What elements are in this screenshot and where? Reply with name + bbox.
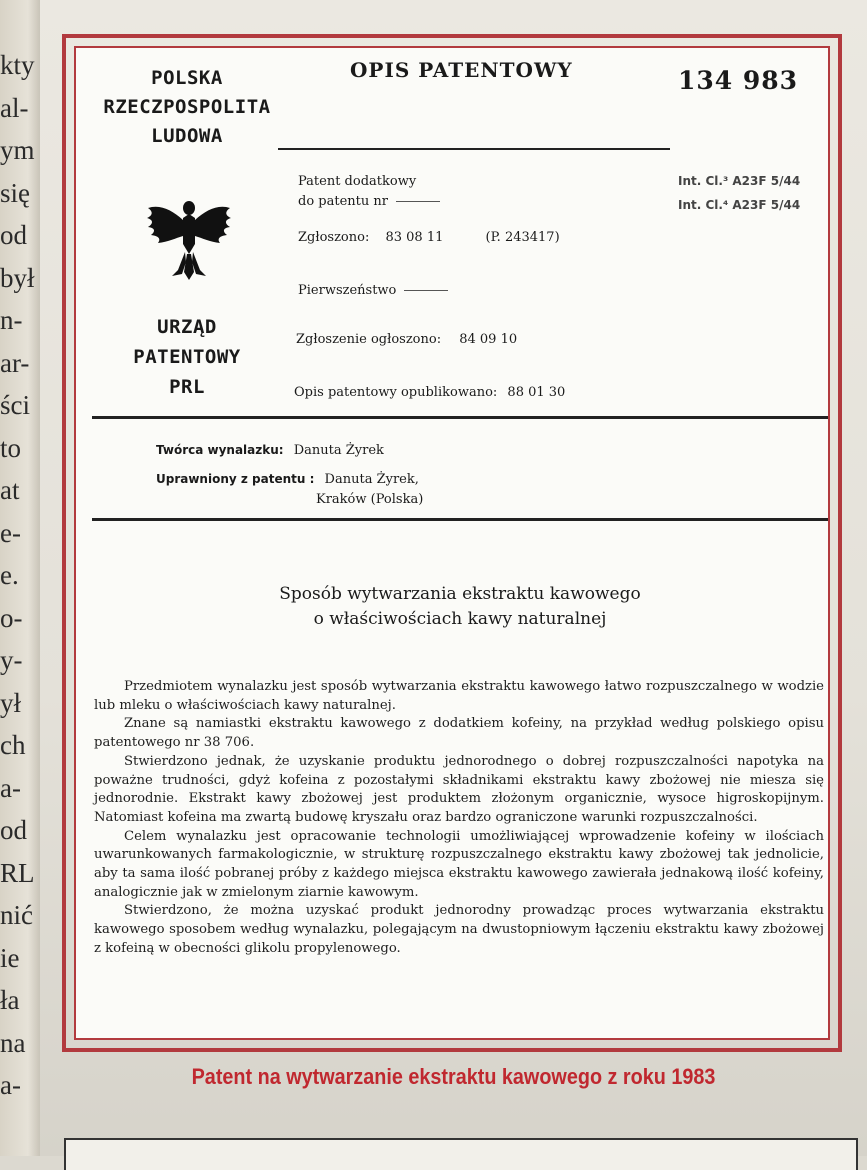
paragraph: Celem wynalazku jest opracowanie technologii umożliwiającej wprowadzenie kofeiny w ilościach uwarunkowanych farmakologicznie, w strukturę rozpuszczalnego ekstraktu kawy zbożowej tak jednolicie, aby ta sama ilość pobranej próby z każdego miejsca ekstraktu kawowego zawierała jednakową ilość kofeiny, analogicznie jak w zmielonym ziarnie kawowym. (94, 828, 824, 900)
office-line: PRL (169, 376, 205, 398)
left-page-text-fragment: ar- (0, 347, 30, 378)
left-page-text-fragment: n- (0, 305, 23, 335)
holder-location: Kraków (Polska) (316, 492, 424, 507)
left-page-text-fragment: kty (0, 50, 35, 80)
paragraph: Znane są namiastki ekstraktu kawowego z dodatkiem kofeiny, na przykład według polskiego opisu patentowego nr 38 706. (94, 716, 824, 751)
left-page-text-fragment: a- (0, 1070, 21, 1100)
left-page-text-fragment: ch (0, 730, 26, 760)
empty-value-dash (404, 290, 448, 291)
published-label: Opis patentowy opublikowano: (294, 385, 498, 400)
office-line: PATENTOWY (133, 346, 241, 368)
document-type-title: OPIS PATENTOWY (350, 58, 573, 82)
left-page-text-fragment: się (0, 177, 30, 208)
invention-title-line: o właściwościach kawy naturalnej (313, 609, 607, 629)
left-page-text-fragment: nić (0, 900, 33, 930)
additional-patent-row (298, 194, 440, 209)
patent-office-name (92, 312, 282, 402)
holder-value: Danuta Żyrek, (324, 472, 419, 487)
patent-number: 134 983 (678, 66, 799, 95)
section-rule (92, 416, 828, 419)
figure-caption: Patent na wytwarzanie ekstraktu kawowego z roku 1983 (191, 1064, 716, 1089)
left-page-text-fragment: at (0, 475, 20, 505)
eagle-emblem-icon (144, 196, 234, 282)
invention-title-line: Sposób wytwarzania ekstraktu kawowego (279, 584, 641, 604)
title-underline (278, 148, 670, 150)
left-page-text-fragment: od (0, 815, 27, 845)
paragraph: Stwierdzono jednak, że uzyskanie produktu jednorodnego o dobrej rozpuszczalności napotyka na poważne trudności, gdyż kofeina z pozostałymi składnikami ekstraktu kawy zbożowej nie miesza się jednorodnie. Ekstrakt kawy zbożowej jest produktem złożonym organicznie, wysoce higroskopijnym. Natomiast kofeina ma zwartą budowę kryszału oraz bardzo ograniczone warunki rozpuszczalności. (94, 753, 824, 825)
left-page-text-fragment: ył (0, 687, 22, 718)
filed-value: 83 08 11 (385, 230, 444, 245)
empty-value-dash (396, 201, 440, 202)
additional-patent-label: Patent dodatkowy (298, 174, 417, 189)
inventor-label: Twórca wynalazku: (156, 443, 284, 457)
left-page-text-fragment: ym (0, 135, 35, 165)
additional-patent-label-2: do patentu nr (298, 194, 388, 209)
paragraph: Stwierdzono, że można uzyskać produkt jednorodny prowadząc proces wytwarzania ekstraktu kawowego sposobem według wynalazku, polegającym na dwustopniowym łączeniu ekstraktu kawy zbożowej z kofeiną w obecności glikolu propylenowego. (94, 903, 824, 956)
left-page-text-fragment: ie (0, 942, 20, 973)
inventor-row (156, 443, 384, 458)
published-row (294, 385, 565, 400)
left-page-text-fragment: e. (0, 560, 19, 590)
left-page-text-fragment: a- (0, 772, 21, 803)
left-page-text-fragment: był (0, 262, 35, 293)
priority-row (298, 283, 448, 298)
left-page-text-fragment: ści (0, 390, 30, 420)
country-line: RZECZPOSPOLITA (103, 96, 271, 118)
priority-label: Pierwszeństwo (298, 283, 397, 298)
published-value: 88 01 30 (507, 385, 566, 400)
left-page-text-fragment: RL (0, 857, 35, 888)
country-name (92, 64, 282, 151)
left-page-text-fragment: od (0, 220, 27, 250)
left-page-edge (0, 0, 40, 1156)
country-line: POLSKA (151, 67, 223, 89)
inventor-value: Danuta Żyrek (293, 443, 384, 458)
filed-label: Zgłoszono: (298, 230, 370, 245)
int-cl-4: Int. Cl.⁴ A23F 5/44 (678, 198, 801, 212)
holder-label: Uprawniony z patentu : (156, 472, 315, 486)
announced-label: Zgłoszenie ogłoszono: (296, 332, 442, 347)
announced-value: 84 09 10 (459, 332, 518, 347)
paragraph: Przedmiotem wynalazku jest sposób wytwarzania ekstraktu kawowego łatwo rozpuszczalnego w wodzie lub mleku o właściwościach kawy naturalnej. (94, 679, 824, 713)
description-body (94, 678, 824, 959)
filed-row (298, 230, 560, 245)
left-page-text-fragment: na (0, 1027, 26, 1058)
left-page-text-fragment: to (0, 432, 22, 463)
left-page-text-fragment: al- (0, 92, 29, 123)
left-page-text-fragment: o- (0, 602, 23, 633)
int-cl-3: Int. Cl.³ A23F 5/44 (678, 174, 801, 188)
application-number: (P. 243417) (485, 230, 560, 245)
invention-title (180, 582, 740, 632)
announced-row (296, 332, 517, 347)
next-box-edge (64, 1138, 858, 1170)
left-page-text-fragment: y- (0, 645, 23, 675)
holder-row (156, 472, 419, 487)
section-rule (92, 518, 828, 521)
left-page-text-fragment: e- (0, 517, 21, 548)
country-line: LUDOWA (151, 125, 223, 147)
office-line: URZĄD (157, 316, 217, 338)
left-page-text-fragment: ła (0, 985, 20, 1015)
